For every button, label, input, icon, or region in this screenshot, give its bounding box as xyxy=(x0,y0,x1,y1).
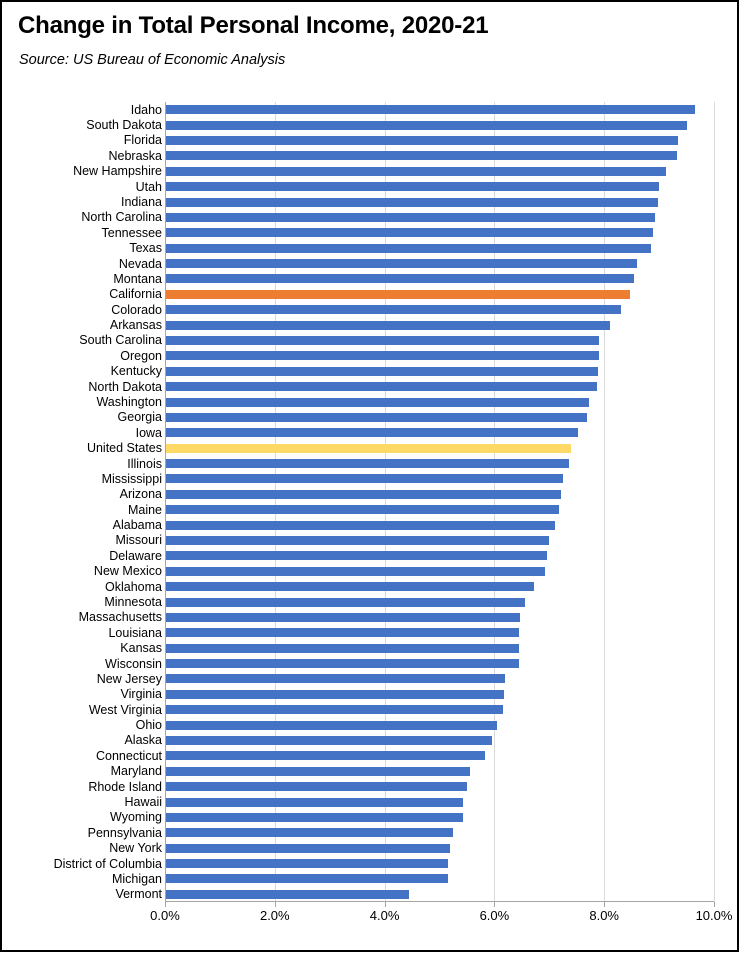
category-label: Florida xyxy=(123,133,162,148)
tick-mark xyxy=(275,902,276,907)
category-label: Connecticut xyxy=(95,748,162,763)
category-label: Nebraska xyxy=(108,148,162,163)
page-title: Change in Total Personal Income, 2020-21 xyxy=(18,12,489,39)
category-label: Montana xyxy=(113,271,162,286)
category-label: Indiana xyxy=(120,195,162,209)
category-label: Texas xyxy=(129,241,162,256)
category-label: Maryland xyxy=(110,764,162,779)
category-label: Ohio xyxy=(135,718,162,733)
plot-border xyxy=(165,102,714,902)
category-label: North Carolina xyxy=(81,210,162,225)
category-label: New Mexico xyxy=(93,564,162,579)
category-label: Mississippi xyxy=(101,471,162,486)
category-label: Louisiana xyxy=(108,625,162,640)
category-label: Colorado xyxy=(111,302,162,317)
category-label: Wisconsin xyxy=(105,656,162,671)
category-label: Kentucky xyxy=(110,364,162,379)
tick-mark xyxy=(714,902,715,907)
category-label: North Dakota xyxy=(88,379,162,394)
tick-label: 4.0% xyxy=(369,908,400,923)
category-label: California xyxy=(109,287,162,302)
tick-label: 2.0% xyxy=(259,908,290,923)
tick-mark xyxy=(604,902,605,907)
category-label: Vermont xyxy=(115,887,162,902)
plot-area xyxy=(165,102,714,902)
tick-label: 10.0% xyxy=(695,908,733,923)
category-label: West Virginia xyxy=(88,702,162,717)
category-label: Wyoming xyxy=(110,810,162,825)
category-label: Pennsylvania xyxy=(87,825,162,840)
category-axis-labels xyxy=(7,102,162,902)
category-label: Missouri xyxy=(115,533,162,548)
category-label: Idaho xyxy=(130,102,162,117)
category-label: United States xyxy=(86,441,162,456)
category-label: Georgia xyxy=(117,410,162,425)
category-label: Nevada xyxy=(118,256,162,271)
tick-mark xyxy=(385,902,386,907)
category-label: New York xyxy=(109,841,162,856)
category-label: Maine xyxy=(127,502,162,517)
chart-source-note: Source: US Bureau of Economic Analysis xyxy=(19,52,286,68)
category-label: Virginia xyxy=(120,687,162,702)
category-label: District of Columbia xyxy=(53,856,162,871)
category-label: Arkansas xyxy=(109,318,162,333)
category-label: Delaware xyxy=(109,548,162,563)
category-label: Massachusetts xyxy=(78,610,162,625)
category-label: South Carolina xyxy=(79,333,162,348)
category-label: Arizona xyxy=(119,487,162,502)
category-label: Illinois xyxy=(127,456,162,471)
category-label: Minnesota xyxy=(104,595,162,609)
category-label: Alabama xyxy=(112,518,162,533)
tick-label: 6.0% xyxy=(479,908,510,923)
tick-mark xyxy=(494,902,495,907)
category-label: New Jersey xyxy=(96,671,162,686)
category-label: New Hampshire xyxy=(73,164,162,179)
category-label: Washington xyxy=(96,395,162,409)
category-label: Iowa xyxy=(135,425,162,440)
category-label: Alaska xyxy=(124,733,162,748)
tick-label: 8.0% xyxy=(589,908,619,923)
category-label: Oklahoma xyxy=(105,579,162,594)
category-label: South Dakota xyxy=(86,118,162,133)
tick-mark xyxy=(165,902,166,907)
tick-label: 0.0% xyxy=(150,908,180,923)
gridline xyxy=(714,102,715,902)
category-label: Michigan xyxy=(111,871,162,886)
category-label: Oregon xyxy=(120,348,162,363)
category-label: Kansas xyxy=(120,641,162,656)
category-label: Utah xyxy=(135,179,162,194)
category-label: Tennessee xyxy=(101,225,162,240)
category-label: Rhode Island xyxy=(88,779,162,794)
category-label: Hawaii xyxy=(124,795,162,809)
